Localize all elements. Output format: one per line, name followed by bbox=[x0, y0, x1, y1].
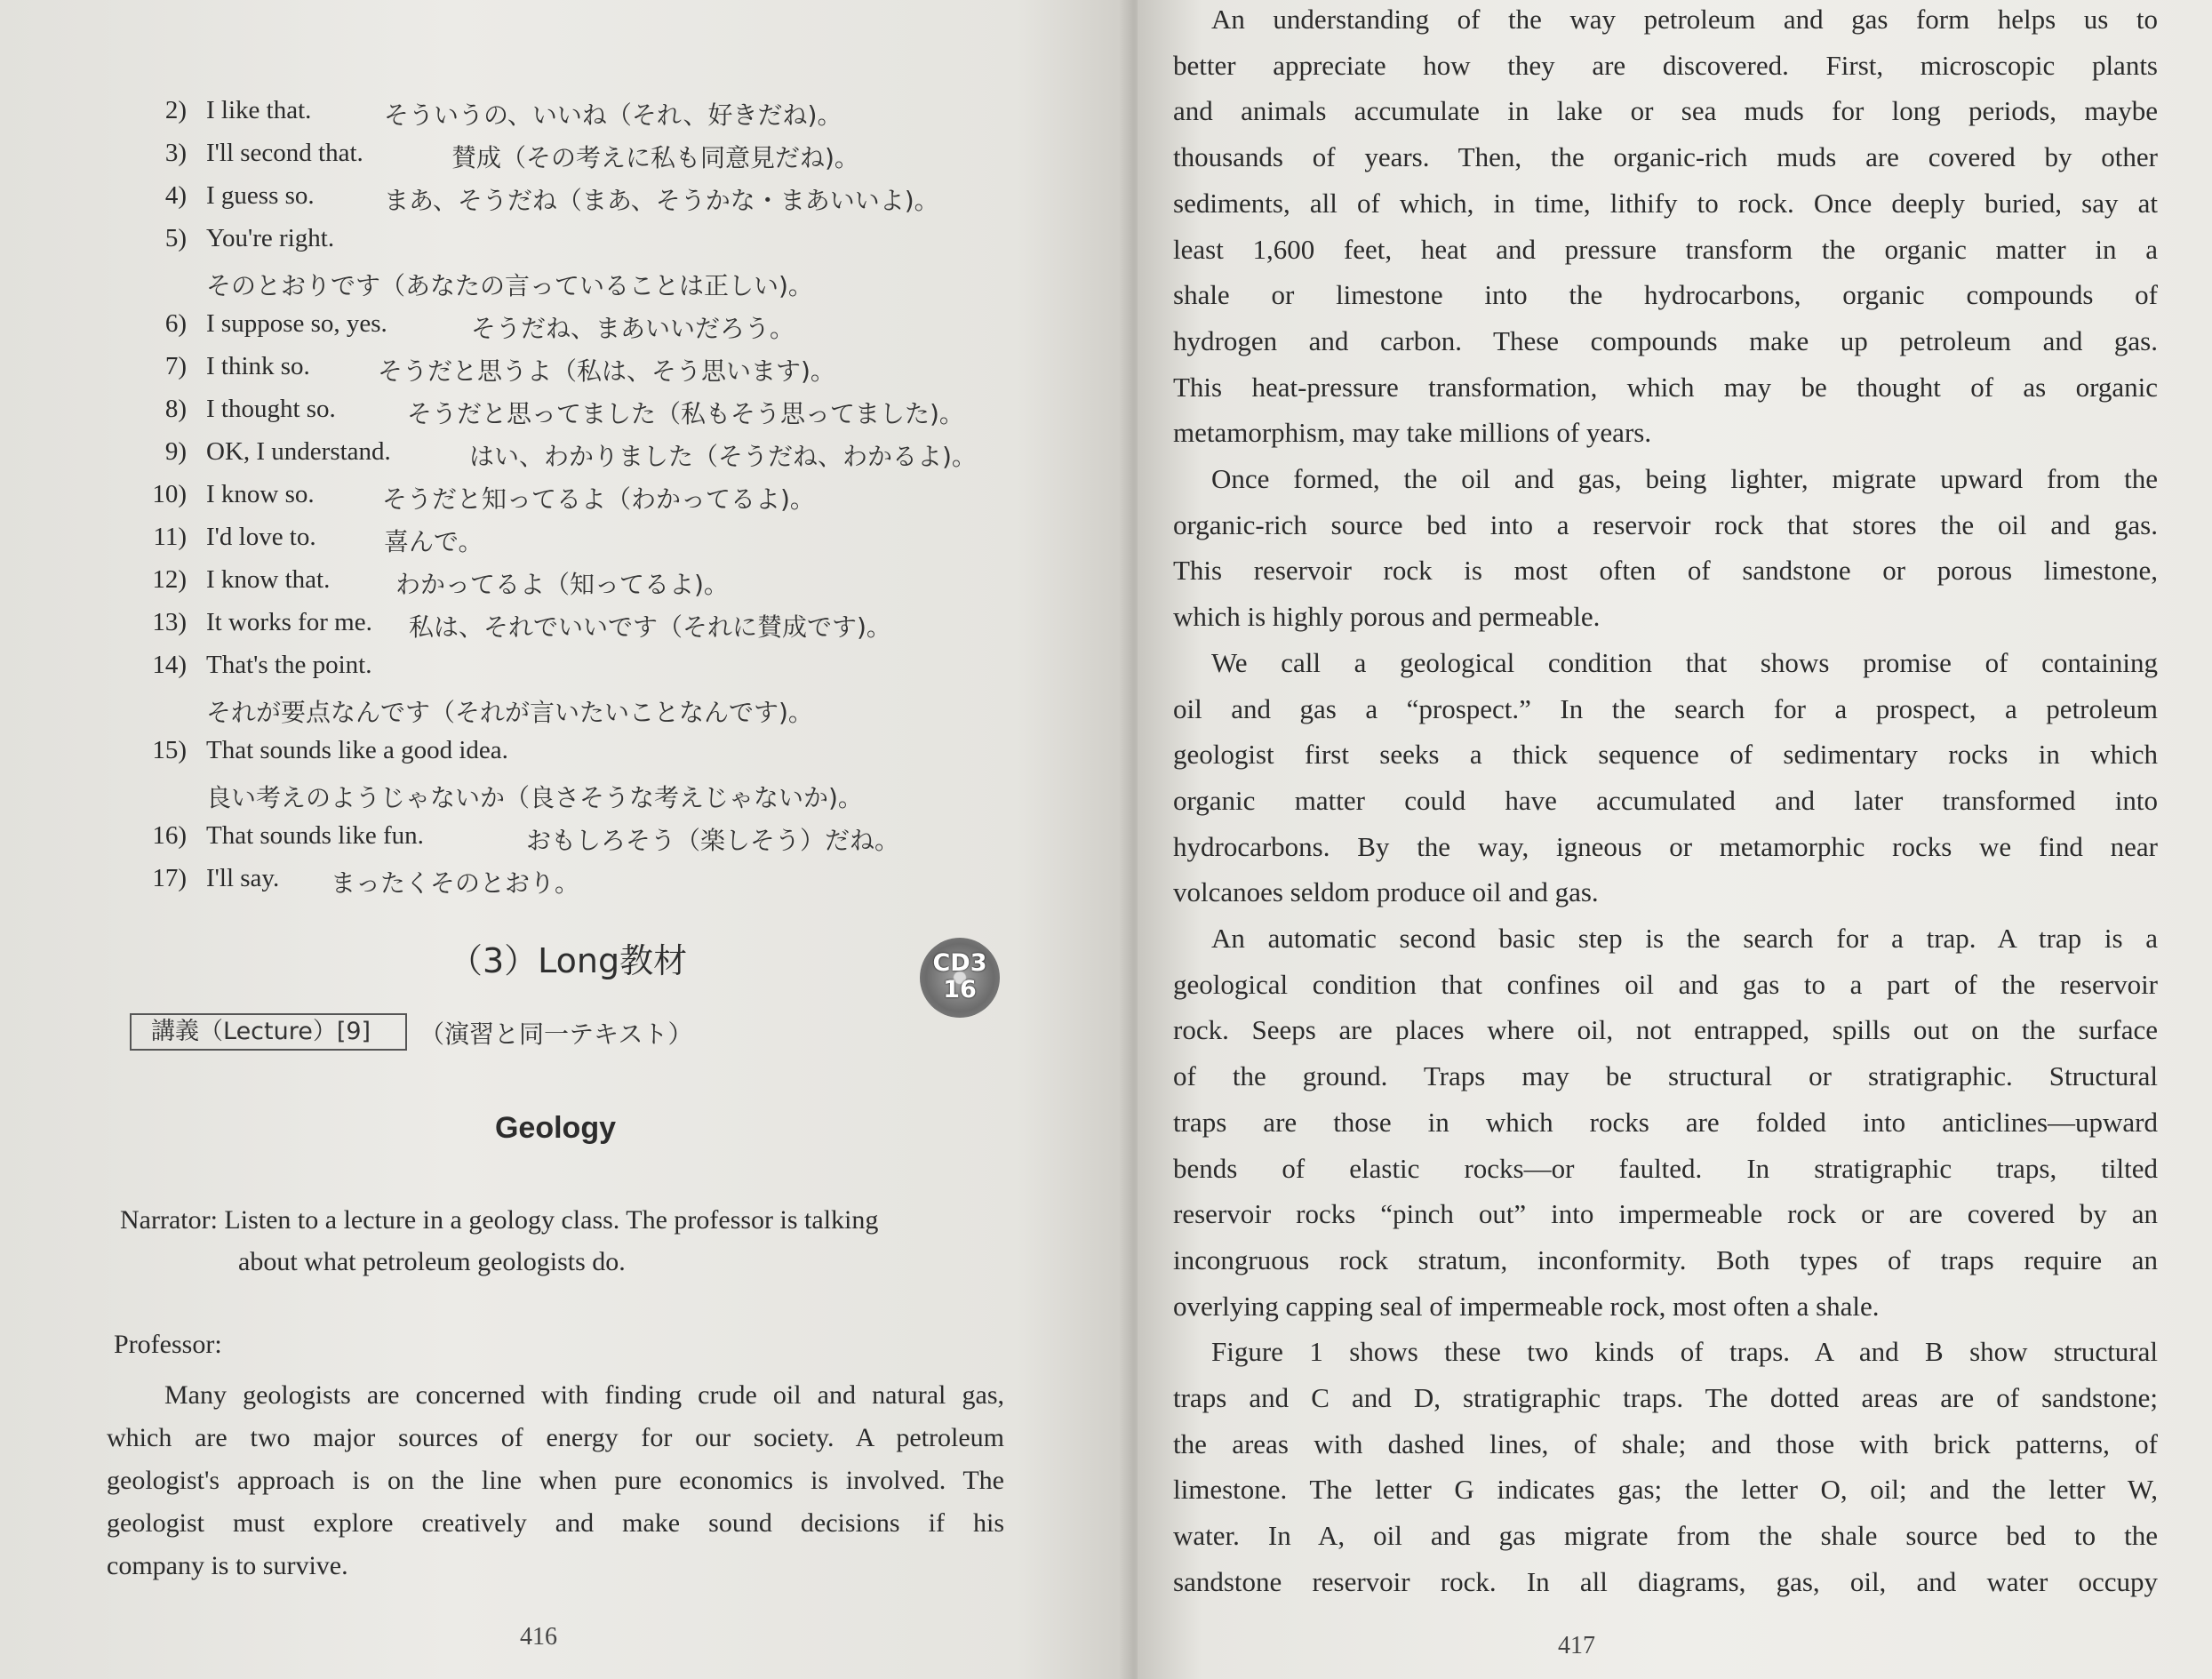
expression-english: I like that. bbox=[206, 96, 312, 124]
body-text: hydrogen and carbon. These compounds make up petroleum and gas. bbox=[1173, 324, 2158, 356]
body-text: An automatic second basic step is the search for a trap. A trap is a bbox=[1211, 923, 2158, 954]
body-text: the areas with dashed lines, of shale; and those with brick patterns, of bbox=[1173, 1427, 2158, 1459]
body-text: organic-rich source bed into a reservoir rock that stores the oil and gas. bbox=[1173, 508, 2158, 540]
body-text: and animals accumulate in lake or sea muds for long periods, maybe bbox=[1173, 95, 2158, 127]
expression-english: I know so. bbox=[206, 480, 315, 508]
body-text: which is highly porous and permeable. bbox=[1173, 601, 1601, 633]
body-text: of the ground. Traps may be structural or stratigraphic. Structural bbox=[1173, 1060, 2158, 1092]
expression-number: 11) bbox=[153, 523, 187, 551]
expression-english: I suppose so, yes. bbox=[206, 309, 387, 338]
body-text: rock. Seeps are places where oil, not entrapped, spills out on the surface bbox=[1173, 1014, 2158, 1046]
professor-text-line: Many geologists are concerned with finding crude oil and natural gas, bbox=[164, 1380, 1004, 1410]
body-text: limestone. The letter G indicates gas; the letter O, oil; and the letter W, bbox=[1173, 1474, 2158, 1506]
expression-number: 13) bbox=[152, 608, 187, 636]
expression-number: 9) bbox=[164, 437, 187, 466]
body-text: volcanoes seldom produce oil and gas. bbox=[1173, 876, 1599, 908]
expression-number: 8) bbox=[164, 395, 187, 423]
expression-number: 5) bbox=[164, 224, 187, 252]
expression-number: 4) bbox=[164, 181, 187, 210]
body-text: organic matter could have accumulated and later transformed into bbox=[1173, 784, 2158, 816]
expression-number: 6) bbox=[164, 309, 187, 338]
cd-label: CD3 bbox=[932, 949, 987, 977]
lecture-note: （演習と同一テキスト） bbox=[419, 1019, 693, 1049]
expression-japanese: わかってるよ（知ってるよ)。 bbox=[395, 570, 729, 599]
professor-text-line: geologist's approach is on the line when pure economics is involved. The bbox=[107, 1466, 1004, 1495]
expression-number: 14) bbox=[152, 651, 187, 679]
page-number: 417 bbox=[1558, 1632, 1595, 1659]
expression-english: You're right. bbox=[206, 224, 335, 252]
expression-japanese: 喜んで。 bbox=[384, 527, 483, 556]
body-text: reservoir rocks “pinch out” into impermeable rock or are covered by an bbox=[1173, 1198, 2158, 1230]
body-text: bends of elastic rocks—or faulted. In stratigraphic traps, tilted bbox=[1173, 1152, 2158, 1184]
professor-text-line: company is to survive. bbox=[107, 1551, 348, 1580]
expression-japanese: そうだと思うよ（私は、そう思います)。 bbox=[378, 356, 835, 386]
body-text: incongruous rock stratum, inconformity. Both types of traps require an bbox=[1173, 1243, 2158, 1275]
expression-japanese: そうだと知ってるよ（わかってるよ)。 bbox=[382, 484, 815, 514]
body-text: oil and gas a “prospect.” In the search for a prospect, a petroleum bbox=[1173, 692, 2158, 724]
expression-english: I'll second that. bbox=[206, 139, 363, 167]
body-text: water. In A, oil and gas migrate from the shale source bed to the bbox=[1173, 1520, 2158, 1552]
right-page bbox=[1138, 0, 2212, 1679]
body-text: This reservoir rock is most often of sandstone or porous limestone, bbox=[1173, 555, 2158, 587]
expression-english: I'll say. bbox=[206, 864, 280, 892]
expression-japanese: そうだね、まあいいだろう。 bbox=[471, 314, 795, 343]
expression-number: 2) bbox=[164, 96, 187, 124]
body-text: An understanding of the way petroleum and gas form helps us to bbox=[1211, 4, 2158, 35]
expression-number: 10) bbox=[152, 480, 187, 508]
expression-japanese: そのとおりです（あなたの言っていることは正しい)。 bbox=[206, 271, 813, 300]
expression-japanese: 賛成（その考えに私も同意見だね)。 bbox=[451, 143, 859, 172]
expression-japanese: そういうの、いいね（それ、好きだね)。 bbox=[384, 100, 842, 130]
expression-english: It works for me. bbox=[206, 608, 372, 636]
body-text: metamorphism, may take millions of years. bbox=[1173, 417, 1652, 449]
body-text: sandstone reservoir rock. In all diagrams, gas, oil, and water occupy bbox=[1173, 1565, 2158, 1597]
body-text: traps are those in which rocks are folded into anticlines—upward bbox=[1173, 1106, 2158, 1138]
expression-japanese: 私は、それでいいです（それに賛成です)。 bbox=[409, 612, 891, 642]
expression-english: I know that. bbox=[206, 565, 331, 594]
body-text: We call a geological condition that shows promise of containing bbox=[1211, 646, 2158, 678]
body-text: sediments, all of which, in time, lithify to rock. Once deeply buried, say at bbox=[1173, 187, 2158, 219]
expression-japanese: そうだと思ってました（私もそう思ってました)。 bbox=[407, 399, 964, 428]
professor-text-line: geologist must explore creatively and make sound decisions if his bbox=[107, 1508, 1004, 1538]
body-text: traps and C and D, stratigraphic traps. The dotted areas are of sandstone; bbox=[1173, 1382, 2158, 1413]
expression-number: 3) bbox=[164, 139, 187, 167]
expression-number: 7) bbox=[164, 352, 187, 380]
body-text: overlying capping seal of impermeable rock, most often a shale. bbox=[1173, 1290, 1880, 1322]
expression-english: I think so. bbox=[206, 352, 310, 380]
cd-track-badge bbox=[920, 938, 1000, 1018]
professor-label: Professor: bbox=[114, 1330, 222, 1359]
body-text: geologist first seeks a thick sequence of sedimentary rocks in which bbox=[1173, 739, 2158, 771]
narrator-line: Narrator: Listen to a lecture in a geology class. The professor is talking bbox=[120, 1205, 879, 1235]
expression-english: That's the point. bbox=[206, 651, 372, 679]
section-title: （3）Long教材 bbox=[449, 941, 688, 980]
expression-english: I guess so. bbox=[206, 181, 315, 210]
professor-text-line: which are two major sources of energy for our society. A petroleum bbox=[107, 1423, 1004, 1452]
expression-japanese: おもしろそう（楽しそう）だね。 bbox=[526, 826, 900, 855]
body-text: thousands of years. Then, the organic-rich muds are covered by other bbox=[1173, 141, 2158, 173]
body-text: shale or limestone into the hydrocarbons, organic compounds of bbox=[1173, 279, 2158, 311]
cd-track-number: 16 bbox=[943, 976, 977, 1003]
expression-english: That sounds like a good idea. bbox=[206, 736, 508, 764]
lecture-title: Geology bbox=[494, 1111, 617, 1145]
expression-number: 17) bbox=[152, 864, 187, 892]
body-text: hydrocarbons. By the way, igneous or metamorphic rocks we find near bbox=[1173, 830, 2158, 862]
expression-english: I thought so. bbox=[206, 395, 336, 423]
expression-english: OK, I understand. bbox=[206, 437, 391, 466]
expression-number: 12) bbox=[152, 565, 187, 594]
expression-japanese: まったくそのとおり。 bbox=[331, 868, 580, 898]
body-text: better appreciate how they are discovered. First, microscopic plants bbox=[1173, 49, 2158, 81]
lecture-label-box: 講義（Lecture）[9] bbox=[130, 1013, 407, 1051]
body-text: Once formed, the oil and gas, being lighter, migrate upward from the bbox=[1211, 463, 2158, 494]
expression-japanese: はい、わかりました（そうだね、わかるよ)。 bbox=[469, 442, 977, 471]
expression-number: 16) bbox=[152, 821, 187, 850]
expression-japanese: まあ、そうだね（まあ、そうかな・まあいいよ)。 bbox=[384, 186, 939, 215]
page-number: 416 bbox=[520, 1623, 557, 1651]
body-text: Figure 1 shows these two kinds of traps. A and B show structural bbox=[1211, 1336, 2158, 1368]
body-text: This heat-pressure transformation, which may be thought of as organic bbox=[1173, 371, 2158, 403]
expression-english: I'd love to. bbox=[206, 523, 316, 551]
narrator-line: about what petroleum geologists do. bbox=[238, 1247, 626, 1276]
expression-number: 15) bbox=[152, 736, 187, 764]
body-text: geological condition that confines oil and gas to a part of the reservoir bbox=[1173, 968, 2158, 1000]
expression-english: That sounds like fun. bbox=[206, 821, 424, 850]
expression-japanese: それが要点なんです（それが言いたいことなんです)。 bbox=[206, 698, 813, 727]
expression-japanese: 良い考えのようじゃないか（良さそうな考えじゃないか)。 bbox=[206, 783, 863, 812]
body-text: least 1,600 feet, heat and pressure transform the organic matter in a bbox=[1173, 233, 2158, 265]
